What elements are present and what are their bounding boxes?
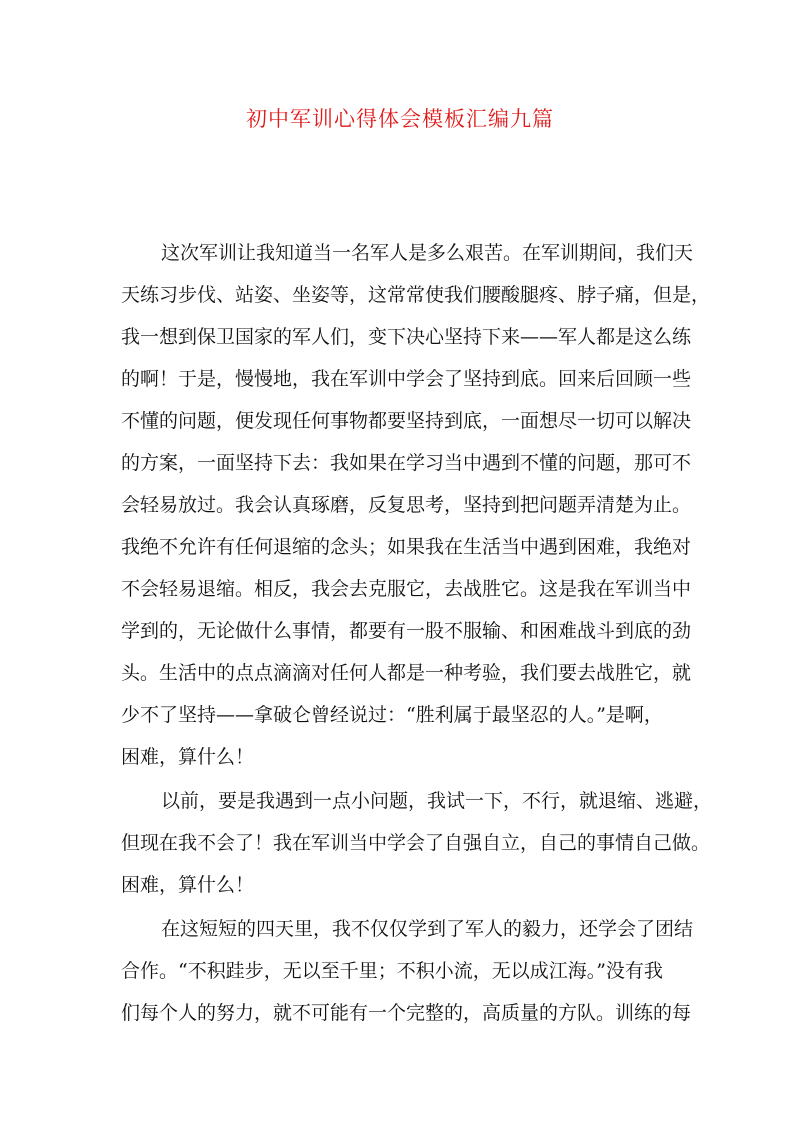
paragraph-1-line-11: 头。生活中的点点滴滴对任何人都是一种考验，我们要去战胜它，就 [121,662,692,684]
paragraph-3-line-1: 在这短短的四天里，我不仅仅学到了军人的毅力，还学会了团结 [161,918,694,940]
document-title: 初中军训心得体会模板汇编九篇 [246,107,554,131]
paragraph-2-line-2: 但现在我不会了！我在军训当中学会了自强自立，自己的事情自己做。 [121,832,711,854]
paragraph-1-line-10: 学到的，无论做什么事情，都要有一股不服输、和困难战斗到底的劲 [121,620,692,642]
paragraph-1-line-8: 我绝不允许有任何退缩的念头；如果我在生活当中遇到困难，我绝对 [121,536,692,558]
paragraph-1-line-9: 不会轻易退缩。相反，我会去克服它，去战胜它。这是我在军训当中 [121,578,692,600]
paragraph-1-line-13: 困难，算什么！ [121,746,255,768]
paragraph-1-line-7: 会轻易放过。我会认真琢磨，反复思考，坚持到把问题弄清楚为止。 [121,494,692,516]
paragraph-2-line-1: 以前，要是我遇到一点小问题，我试一下，不行，就退缩、逃避， [161,790,713,812]
document-body [121,232,713,1034]
paragraph-1-line-12: 少不了坚持——拿破仑曾经说过：“胜利属于最坚忍的人。”是啊， [121,704,663,726]
paragraph-1-line-6: 的方案，一面坚持下去：我如果在学习当中遇到不懂的问题，那可不 [121,452,692,474]
paragraph-1-line-2: 天练习步伐、站姿、坐姿等，这常常使我们腰酸腿疼、脖子痛，但是， [121,284,711,306]
paragraph-1-line-3: 我一想到保卫国家的军人们，变下决心坚持下来——军人都是这么练 [121,326,692,348]
paragraph-1-line-5: 不懂的问题，便发现任何事物都要坚持到底，一面想尽一切可以解决 [121,410,692,432]
paragraph-1-line-1: 这次军训让我知道当一名军人是多么艰苦。在军训期间，我们天 [161,242,694,264]
paragraph-2-line-3: 困难，算什么！ [121,874,255,896]
paragraph-3-line-3: 们每个人的努力，就不可能有一个完整的，高质量的方队。训练的每 [121,1002,692,1024]
paragraph-3-line-2: 合作。“不积跬步，无以至千里；不积小流，无以成江海。”没有我 [121,960,663,982]
paragraph-1-line-4: 的啊！于是，慢慢地，我在军训中学会了坚持到底。回来后回顾一些 [121,368,692,390]
